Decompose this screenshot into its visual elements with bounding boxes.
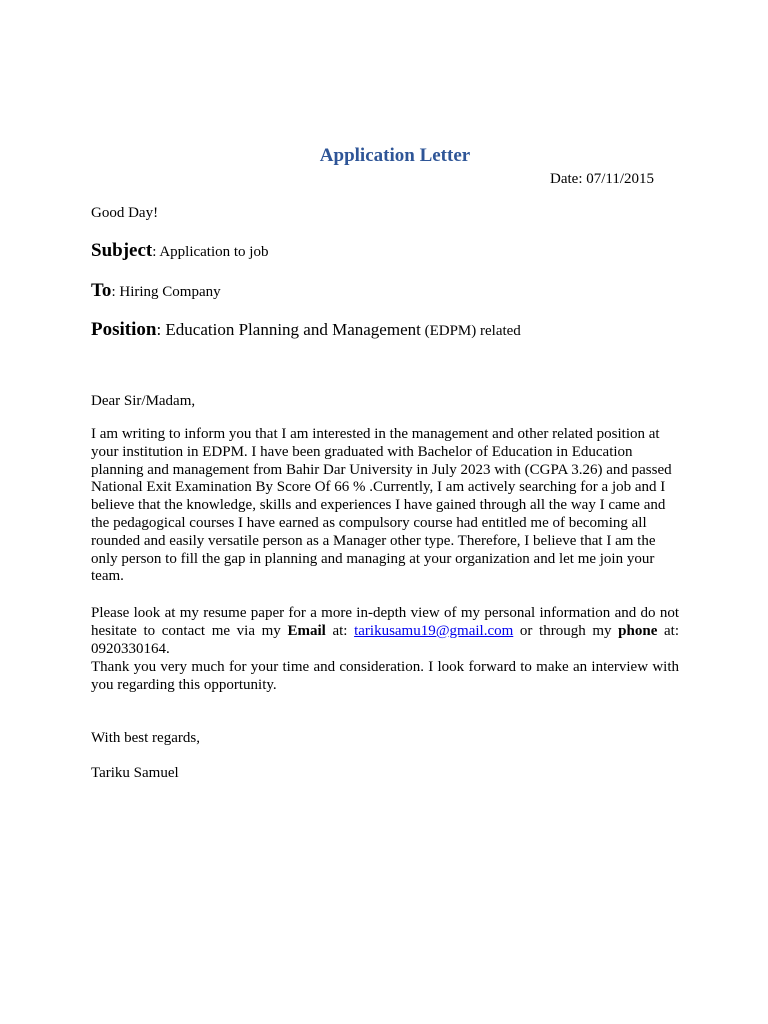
subject-label: Subject (91, 240, 153, 261)
phone-number: 0920330164. (91, 640, 170, 657)
position-value: : Education Planning and Management (156, 320, 421, 339)
greeting: Good Day! (91, 205, 159, 221)
contact-paragraph (91, 605, 679, 658)
salutation: Dear Sir/Madam, (91, 393, 196, 409)
subject-value: : Application to job (152, 244, 269, 260)
to-value: : Hiring Company (111, 284, 221, 300)
email-link[interactable]: tarikusamu19@gmail.com (354, 622, 514, 639)
body-line: your institution in EDPM. I have been graduated with Bachelor of Education in Education (91, 443, 633, 460)
body-line: planning and management from Bahir Dar University in July 2023 with (CGPA 3.26) and passed (91, 461, 672, 478)
letter-title: Application Letter (319, 145, 471, 166)
phone-intro: or through my (513, 622, 619, 639)
position-label: Position (91, 319, 157, 340)
email-separator: at: (325, 622, 355, 639)
to-label: To (91, 280, 112, 301)
closing: With best regards, (91, 730, 200, 746)
contact-intro: Please look at my resume paper for a more in-depth view of my personal information and do not hesitate to contact me via my (91, 605, 679, 639)
body-line: I am writing to inform you that I am interested in the management and other related position at (91, 426, 660, 442)
subject-line (91, 240, 268, 262)
to-line (91, 280, 221, 302)
body-line: only person to fill the gap in planning and managing at your organization and let me join your (91, 550, 655, 567)
phone-separator: at: (657, 622, 679, 639)
phone-label: phone (618, 622, 658, 639)
thanks-paragraph: Thank you very much for your time and consideration. I look forward to make an interview with you regarding this opportunity. (91, 659, 679, 693)
body-line: believe that the knowledge, skills and experiences I have gained through all the way I came and (91, 497, 666, 514)
body-line: the pedagogical courses I have earned as compulsory course had entitled me of becoming all (91, 514, 647, 531)
body-line: National Exit Examination By Score Of 66 % .Currently, I am actively searching for a job and I (91, 479, 666, 496)
signature: Tariku Samuel (91, 765, 179, 781)
letter-date: Date: 07/11/2015 (550, 171, 655, 187)
body-line: team. (91, 568, 124, 585)
position-line (91, 319, 521, 341)
body-line: rounded and easily versatile person as a Manager other type. Therefore, I believe that I am the (91, 532, 656, 549)
email-label: Email (287, 622, 326, 639)
position-suffix: (EDPM) related (420, 323, 521, 339)
body-paragraph (91, 426, 679, 586)
